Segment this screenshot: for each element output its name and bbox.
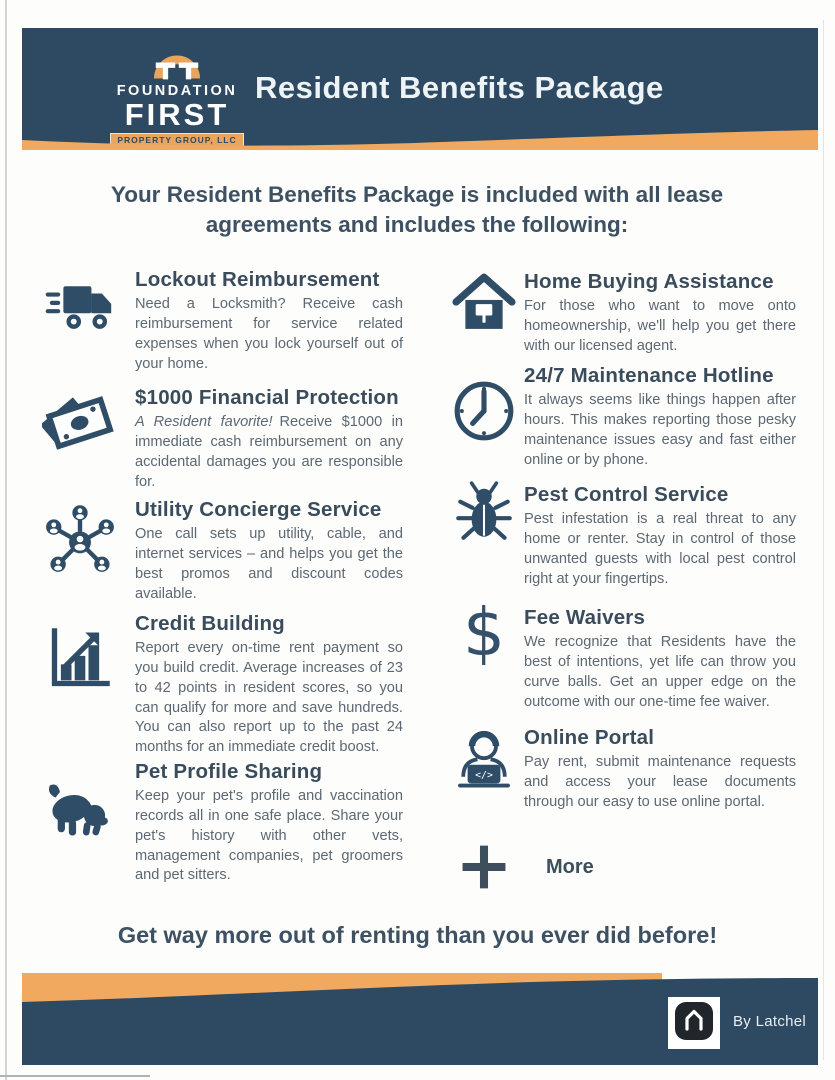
benefit-maintenance-hotline xyxy=(524,364,796,470)
benefit-online-portal xyxy=(524,726,796,813)
banner-orange-wave xyxy=(22,124,818,150)
benefit-body: Keep your pet's profile and vaccination records all in one safe place. Share your pet's history with other vets, management companies, pet groomers and pet sitters. xyxy=(135,788,403,884)
benefit-home-buying xyxy=(524,270,796,357)
credit-chart-icon xyxy=(36,624,124,692)
benefit-pest-control xyxy=(524,483,796,589)
benefit-title: Pet Profile Sharing xyxy=(135,760,323,783)
benefit-title: Credit Building xyxy=(135,612,285,635)
logo-foundation-text: FOUNDATION xyxy=(116,83,238,99)
latchel-house-icon xyxy=(674,1001,714,1046)
benefit-body: Report every on-time rent payment so you build credit. Average increases of 23 to 42 points in resident scores, so you can qualify for more and save hundreds. You can also report up to the past 24 months for an immediate credit boost. xyxy=(135,640,403,756)
benefit-lockout-reimbursement xyxy=(135,268,403,374)
header-banner xyxy=(22,28,818,150)
plus-icon xyxy=(448,842,520,892)
benefit-title: Utility Concierge Service xyxy=(135,498,382,521)
benefit-body: Pest infestation is a real threat to any home or renter. Stay in control of those unwanted guests with local pest control right at your fingertips. xyxy=(524,511,796,587)
benefit-body: It always seems like things happen after hours. This makes reporting those pesky maintenance issues easy and fast either online or by phone. xyxy=(524,392,796,468)
benefit-title: Lockout Reimbursement xyxy=(135,268,380,291)
benefit-title: $1000 Financial Protection xyxy=(135,386,399,409)
intro-line-2: agreements and includes the following: xyxy=(205,211,629,237)
scan-artifact-left xyxy=(5,0,7,1080)
benefit-body: One call sets up utility, cable, and internet services – and helps you get the best promos and discount codes available. xyxy=(135,526,403,602)
benefit-title: 24/7 Maintenance Hotline xyxy=(524,364,774,387)
page-title: Resident Benefits Package xyxy=(255,70,664,105)
benefit-title: Online Portal xyxy=(524,726,655,749)
dollar-icon: $ xyxy=(463,594,505,671)
intro-line-1: Your Resident Benefits Package is included with all lease xyxy=(110,182,724,207)
clock-icon xyxy=(448,378,520,444)
intro-heading xyxy=(67,180,767,239)
benefit-title: Pest Control Service xyxy=(524,483,729,506)
benefit-body: For those who want to move onto homeownership, we'll help you get there with our licensed agent. xyxy=(524,298,796,354)
benefit-title: Home Buying Assistance xyxy=(524,270,774,293)
cash-icon xyxy=(36,388,124,460)
benefit-credit-building xyxy=(135,612,403,758)
utility-network-icon xyxy=(36,503,124,573)
benefit-body: We recognize that Residents have the best of intentions, yet life can throw you curve balls. Get an upper edge on the outcome with our one-time fee waiver. xyxy=(524,634,796,710)
benefit-title: Fee Waivers xyxy=(524,606,646,629)
benefit-body: Need a Locksmith? Receive cash reimbursement for service related expenses when you lock yourself out of your home. xyxy=(135,296,403,372)
house-icon xyxy=(448,272,520,332)
latchel-logo-box xyxy=(668,997,720,1049)
scan-artifact-bottom xyxy=(0,1075,150,1077)
benefit-body: A Resident favorite! Receive $1000 in immediate cash reimbursement on any accidental damages you are responsible for. xyxy=(135,414,403,490)
benefit-pet-profile-sharing xyxy=(135,760,403,886)
benefit-body: Pay rent, submit maintenance requests and access your lease documents through our easy to use online portal. xyxy=(524,754,796,810)
tagline: Get way more out of renting than you ever did before! xyxy=(117,922,718,948)
truck-icon xyxy=(36,280,124,332)
benefit-financial-protection xyxy=(135,386,403,492)
footer-brand-text: By Latchel xyxy=(733,1013,807,1030)
benefit-more-label: More xyxy=(546,856,594,878)
benefit-utility-concierge xyxy=(135,498,403,604)
bug-icon xyxy=(448,478,520,546)
svg-text:</>: </> xyxy=(475,769,493,781)
benefit-lead-italic: A Resident favorite! xyxy=(135,414,273,430)
logo-property-group-text: PROPERTY GROUP, LLC xyxy=(110,133,243,147)
scan-artifact-right xyxy=(823,20,824,1060)
dog-icon xyxy=(36,782,124,840)
benefit-fee-waivers xyxy=(524,606,796,712)
logo-first-text: FIRST xyxy=(124,97,230,132)
laptop-person-icon xyxy=(448,722,520,790)
